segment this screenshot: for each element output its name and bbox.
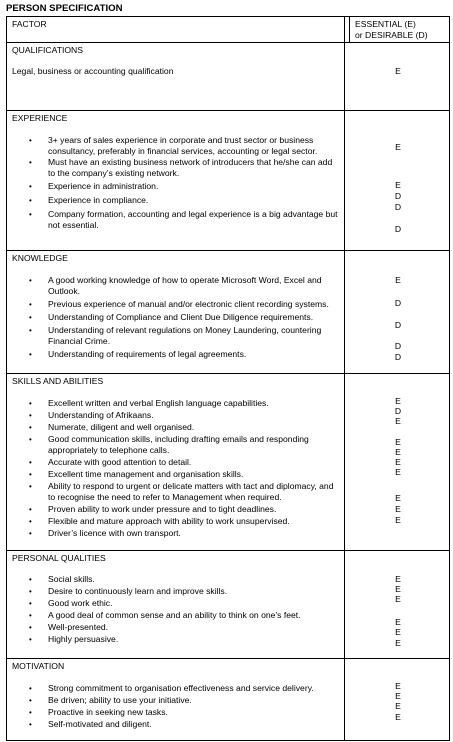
knowledge-cell xyxy=(7,251,450,374)
rating-mark: D xyxy=(394,406,402,416)
bullet-icon: • xyxy=(29,684,32,693)
bullet-icon: • xyxy=(29,720,32,729)
personal-qualities-list xyxy=(7,574,344,645)
rating-mark: E xyxy=(395,416,401,426)
list-item: • Experience in compliance. xyxy=(29,195,149,205)
rating-mark: E xyxy=(395,275,401,285)
rating-mark: E xyxy=(395,617,401,627)
rating-mark: E xyxy=(395,594,401,604)
list-item: • Self-motivated and diligent. xyxy=(29,719,152,729)
bullet-icon: • xyxy=(29,470,32,479)
section-motivation xyxy=(7,659,450,741)
list-item: • Understanding of Afrikaans. xyxy=(29,410,154,420)
bullet-icon: • xyxy=(29,350,32,359)
list-item: • Driver’s licence with own transport. xyxy=(29,528,181,538)
rating-mark: E xyxy=(395,396,401,406)
experience-list xyxy=(7,135,344,231)
list-item: • A good deal of common sense and an ability to think on one’s feet. xyxy=(29,610,301,620)
section-title: QUALIFICATIONS xyxy=(12,45,83,55)
bullet-icon: • xyxy=(29,399,32,408)
rating-mark: D xyxy=(394,320,402,330)
rating-header-line2: or DESIRABLE (D) xyxy=(355,29,428,40)
bullet-icon: • xyxy=(29,708,32,717)
list-item: • Previous experience of manual and/or electronic client recording systems. xyxy=(29,299,329,309)
experience-cell xyxy=(7,111,450,251)
section-title: KNOWLEDGE xyxy=(12,253,68,263)
rating-mark: E xyxy=(395,504,401,514)
list-item: • Proactive in seeking new tasks. xyxy=(29,707,168,717)
bullet-icon: • xyxy=(29,423,32,432)
bullet-icon: • xyxy=(29,411,32,420)
bullet-icon: • xyxy=(29,276,32,285)
section-title: SKILLS AND ABILITIES xyxy=(12,376,104,386)
rating-mark: E xyxy=(395,627,401,637)
header-row xyxy=(7,17,450,43)
list-item: • Excellent time management and organisation skills. xyxy=(29,469,244,479)
bullet-icon: • xyxy=(29,623,32,632)
list-item: • Highly persuasive. xyxy=(29,634,119,644)
skills-cell xyxy=(7,374,450,551)
rating-header-line1: ESSENTIAL (E) xyxy=(355,19,416,29)
factor-header: FACTOR xyxy=(7,17,350,43)
rating-mark: D xyxy=(394,298,402,308)
rating-mark: E xyxy=(395,574,401,584)
list-item: Legal, business or accounting qualification xyxy=(12,66,174,76)
rating-mark: E xyxy=(395,447,401,457)
list-item: • Understanding of relevant regulations on Money Laundering, countering Financial Crime. xyxy=(29,325,322,346)
rating-mark: E xyxy=(395,691,401,701)
bullet-icon: • xyxy=(29,158,32,167)
list-item: • Must have an existing business network of introducers that he/she can add to the company’s existing network. xyxy=(29,157,333,178)
section-knowledge xyxy=(7,251,450,374)
rating-mark: E xyxy=(395,712,401,722)
document-title: PERSON SPECIFICATION xyxy=(6,3,123,14)
section-title: MOTIVATION xyxy=(12,661,65,671)
personal-qualities-cell xyxy=(7,551,450,659)
list-item: • Good work ethic. xyxy=(29,598,113,608)
list-item: • Flexible and mature approach with ability to work unsupervised. xyxy=(29,516,290,526)
list-item: • Social skills. xyxy=(29,574,95,584)
list-item: • Be driven; ability to use your initiative. xyxy=(29,695,192,705)
rating-mark: D xyxy=(394,191,402,201)
list-item: • 3+ years of sales experience in corporate and trust sector or business consultancy, preferably in financial services, accounting or legal sector. xyxy=(29,135,318,156)
bullet-icon: • xyxy=(29,210,32,219)
list-item: • Understanding of requirements of legal agreements. xyxy=(29,349,247,359)
bullet-icon: • xyxy=(29,435,32,444)
list-item: • Company formation, accounting and legal experience is a big advantage but not essential. xyxy=(29,209,338,230)
rating-mark: E xyxy=(395,584,401,594)
bullet-icon: • xyxy=(29,136,32,145)
rating-mark: E xyxy=(395,467,401,477)
rating-mark: E xyxy=(395,66,401,76)
section-skills xyxy=(7,374,450,551)
rating-mark: E xyxy=(395,493,401,503)
bullet-icon: • xyxy=(29,529,32,538)
rating-mark: E xyxy=(395,180,401,190)
list-item: • Ability to respond to urgent or delicate matters with tact and diplomacy, and to recognise the need to refer to Management when required. xyxy=(29,481,334,502)
bullet-icon: • xyxy=(29,517,32,526)
bullet-icon: • xyxy=(29,696,32,705)
bullet-icon: • xyxy=(29,326,32,335)
person-specification-table xyxy=(6,16,450,741)
section-title: EXPERIENCE xyxy=(12,113,68,123)
skills-list xyxy=(7,398,344,539)
section-title: PERSONAL QUALITIES xyxy=(12,553,106,563)
knowledge-list xyxy=(7,275,344,360)
bullet-icon: • xyxy=(29,458,32,467)
rating-mark: D xyxy=(394,341,402,351)
bullet-icon: • xyxy=(29,182,32,191)
bullet-icon: • xyxy=(29,300,32,309)
rating-mark: E xyxy=(395,701,401,711)
list-item: • Excellent written and verbal English language capabilities. xyxy=(29,398,269,408)
list-item: • A good working knowledge of how to operate Microsoft Word, Excel and Outlook. xyxy=(29,275,322,296)
list-item: • Proven ability to work under pressure and to tight deadlines. xyxy=(29,504,277,514)
section-personal-qualities xyxy=(7,551,450,659)
list-item: • Good communication skills, including drafting emails and responding appropriately to telephone calls. xyxy=(29,434,309,455)
rating-mark: D xyxy=(394,224,402,234)
bullet-icon: • xyxy=(29,587,32,596)
bullet-icon: • xyxy=(29,196,32,205)
bullet-icon: • xyxy=(29,611,32,620)
rating-mark: E xyxy=(395,515,401,525)
bullet-icon: • xyxy=(29,599,32,608)
motivation-cell xyxy=(7,659,450,741)
list-item: • Numerate, diligent and well organised. xyxy=(29,422,195,432)
rating-mark: E xyxy=(395,437,401,447)
bullet-icon: • xyxy=(29,635,32,644)
rating-header xyxy=(350,17,450,43)
rating-mark: E xyxy=(395,457,401,467)
list-item: • Desire to continuously learn and improve skills. xyxy=(29,586,228,596)
list-item: • Experience in administration. xyxy=(29,181,159,191)
list-item: • Strong commitment to organisation effectiveness and service delivery. xyxy=(29,683,314,693)
motivation-list xyxy=(7,683,344,730)
rating-mark: E xyxy=(395,638,401,648)
section-experience xyxy=(7,111,450,251)
rating-mark: D xyxy=(394,352,402,362)
column-divider xyxy=(344,16,345,740)
list-item: • Accurate with good attention to detail. xyxy=(29,457,192,467)
rating-mark: E xyxy=(395,142,401,152)
qualifications-cell xyxy=(7,43,450,111)
bullet-icon: • xyxy=(29,505,32,514)
list-item: • Understanding of Compliance and Client Due Diligence requirements. xyxy=(29,312,314,322)
bullet-icon: • xyxy=(29,575,32,584)
section-qualifications xyxy=(7,43,450,111)
list-item: • Well-presented. xyxy=(29,622,109,632)
rating-mark: D xyxy=(394,202,402,212)
bullet-icon: • xyxy=(29,313,32,322)
bullet-icon: • xyxy=(29,482,32,491)
rating-mark: E xyxy=(395,681,401,691)
